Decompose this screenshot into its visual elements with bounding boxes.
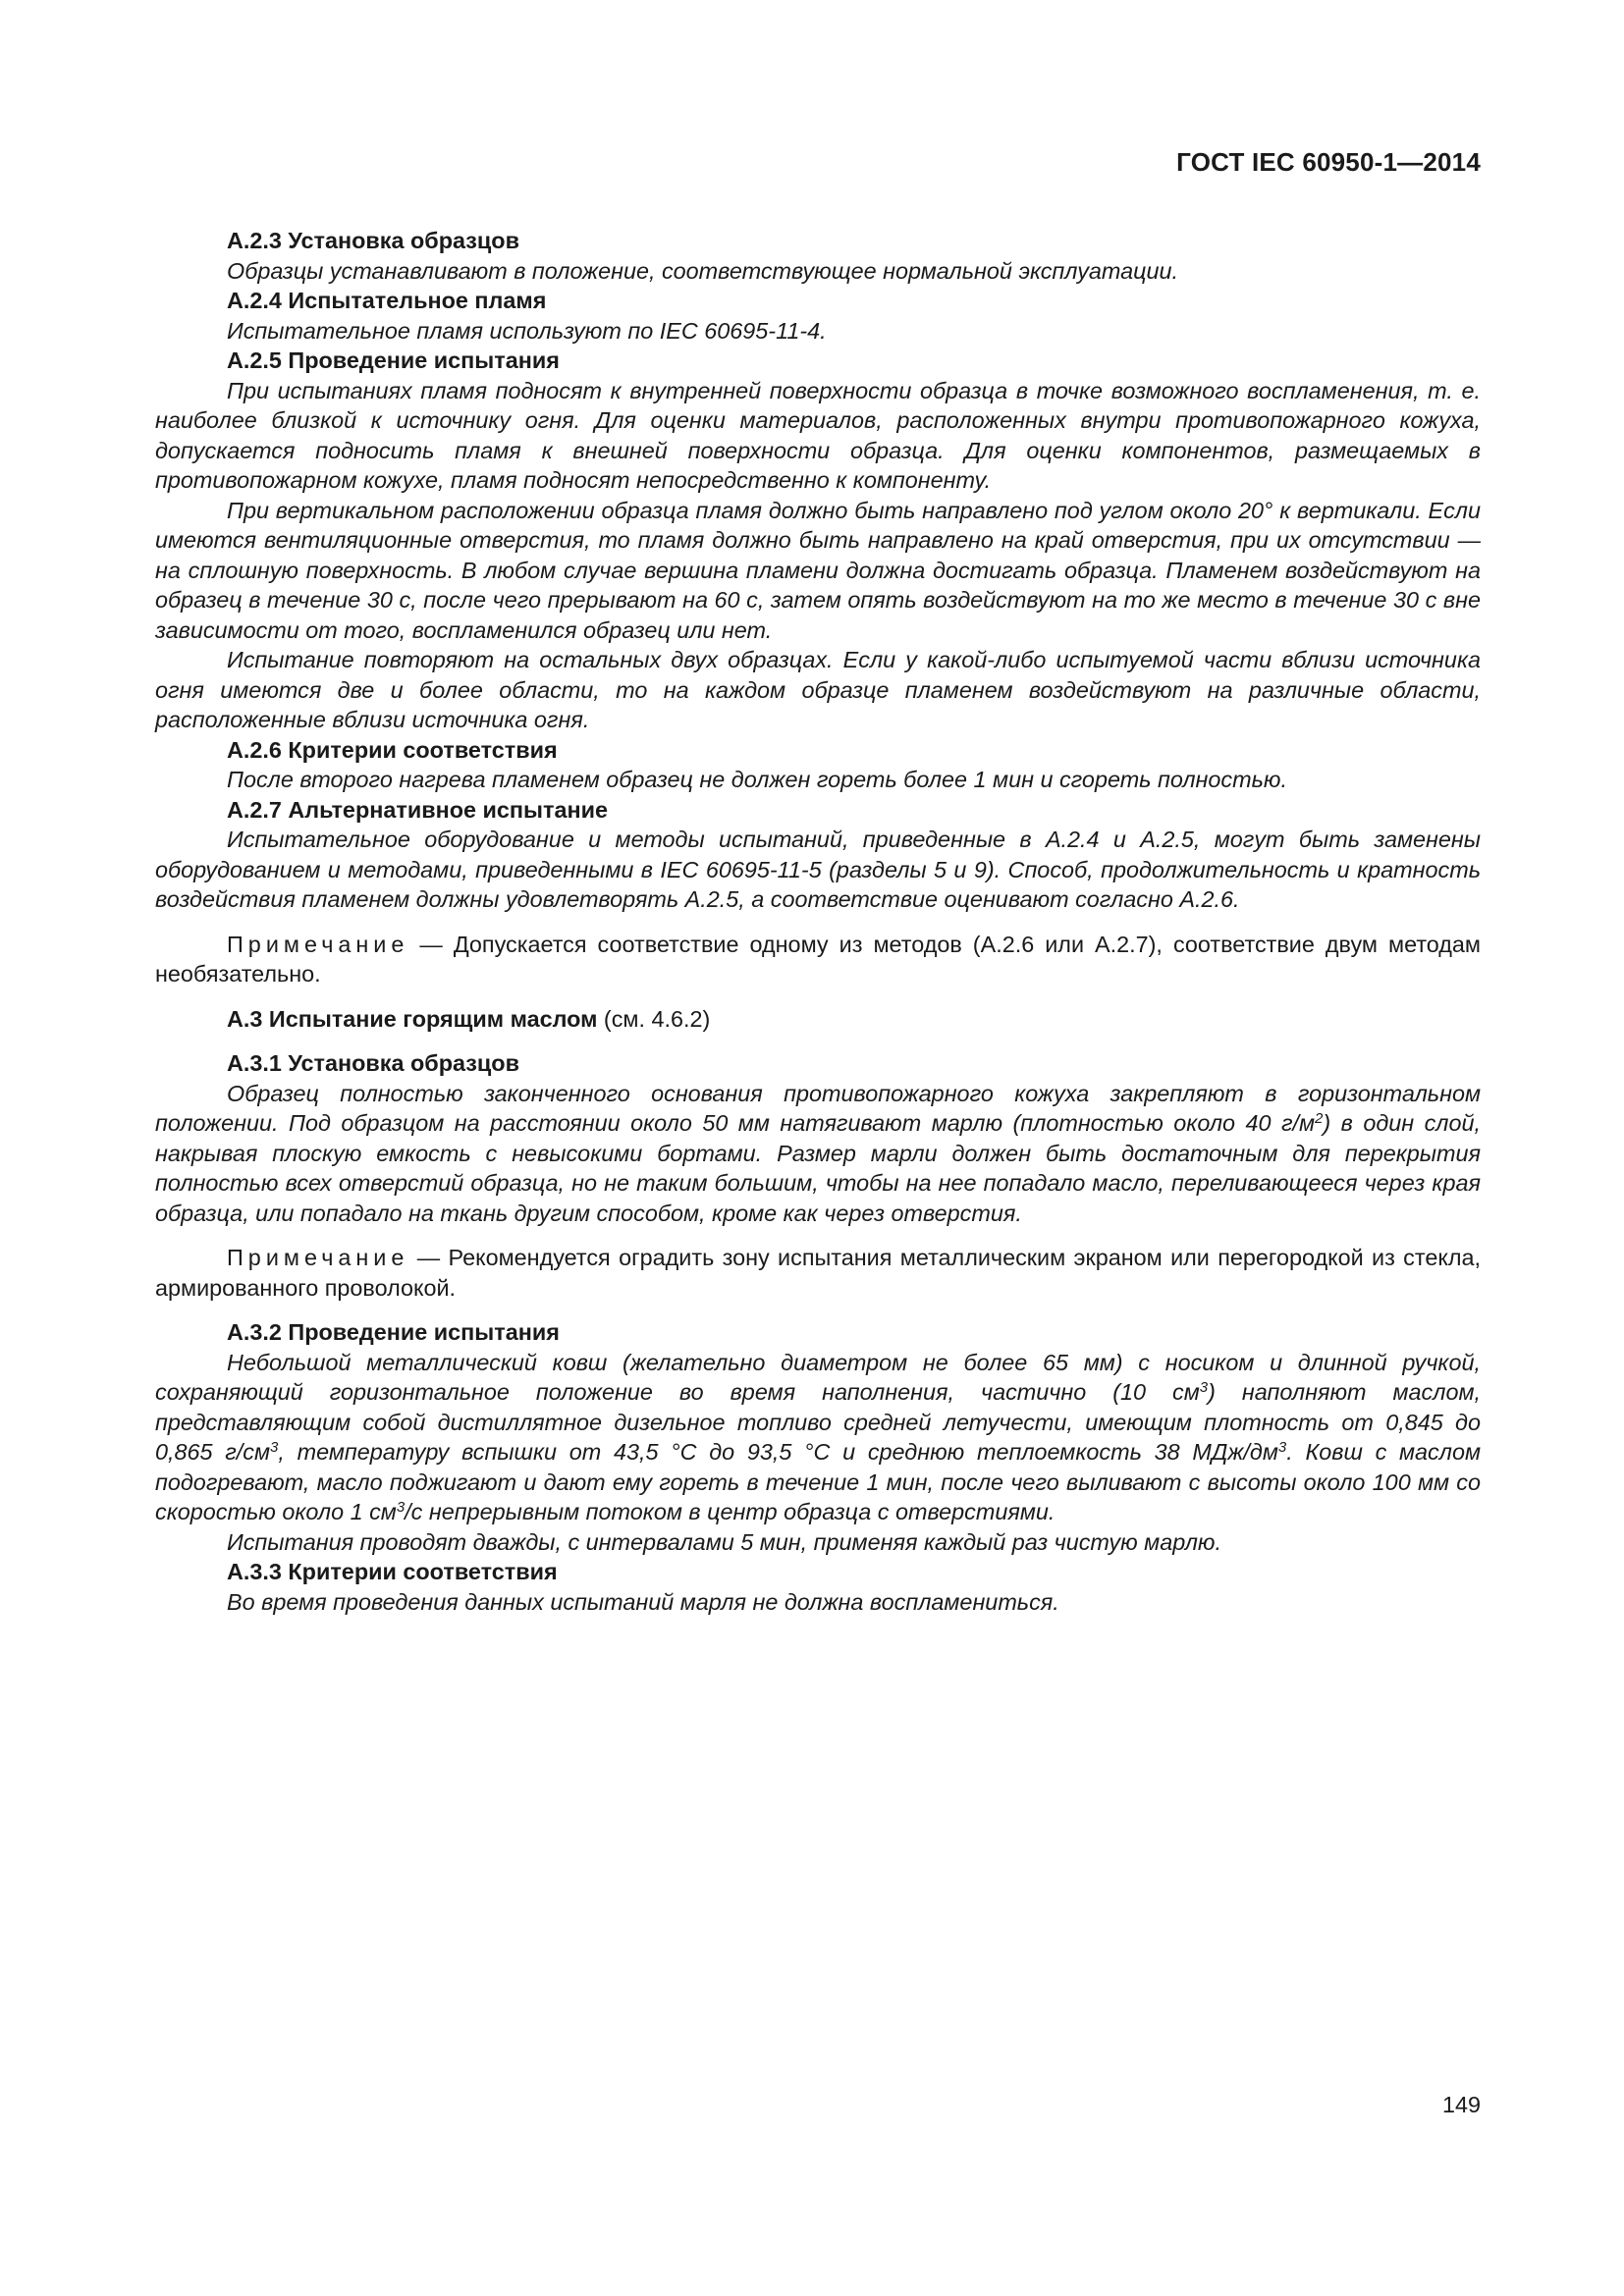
note-1 <box>155 930 1481 989</box>
document-code: ГОСТ IEC 60950-1—2014 <box>1176 147 1481 177</box>
paragraph-a25-1: При испытаниях пламя подносят к внутренней поверхности образца в точке возможного воспламенения, т. е. наиболее близкой к источнику огня. Для оценки материалов, расположенных внутри противопожарного кожуха, допускается подносить пламя к внешней поверхности образца. Для оценки компонентов, размещаемых в противопожарном кожухе, пламя подносят непосредственно к компоненту. <box>155 377 1481 493</box>
paragraph-a23: Образцы устанавливают в положение, соответствующее нормальной эксплуатации. <box>227 257 1179 284</box>
paragraph-a25-3: Испытание повторяют на остальных двух образцах. Если у какой-либо испытуемой части вблизи источника огня имеются две и более области, то на каждом образце пламенем воздействуют на различные области, расположенные вблизи источника огня. <box>155 647 1481 732</box>
section-heading-a3 <box>155 1004 1481 1035</box>
section-heading-a3-ref: (см. 4.6.2) <box>597 1005 711 1032</box>
section-heading-a32: А.3.2 Проведение испытания <box>227 1319 560 1345</box>
section-heading-a26: А.2.6 Критерии соответствия <box>227 736 558 763</box>
section-heading-a27: А.2.7 Альтернативное испытание <box>227 796 608 823</box>
note-text: — Допускается соответствие одному из методов (А.2.6 или А.2.7), соответствие двум методам необязательно. <box>155 931 1481 987</box>
section-heading-a25: А.2.5 Проведение испытания <box>227 347 560 373</box>
paragraph-a32-1 <box>155 1348 1481 1527</box>
paragraph-a32-2: Испытания проводят дважды, с интервалами 5 мин, применяя каждый раз чистую марлю. <box>227 1528 1222 1555</box>
page-number: 149 <box>1441 2092 1481 2117</box>
section-heading-a33: А.3.3 Критерии соответствия <box>227 1559 558 1584</box>
superscript: 3 <box>1277 1439 1287 1456</box>
paragraph-a31-part: Образец полностью законченного основания противопожарного кожуха закрепляют в горизонтальном положении. Под образцом на расстоянии около 50 мм натягивают марлю (плотностью около 40 г/м <box>155 1080 1481 1136</box>
superscript: 3 <box>1199 1379 1209 1396</box>
paragraph-a32-part: /с непрерывным потоком в центр образца с отверстиями. <box>405 1499 1056 1524</box>
paragraph-a24: Испытательное пламя используют по IEC 60695-11-4. <box>227 317 827 344</box>
paragraph-a26: После второго нагрева пламенем образец не должен гореть более 1 мин и сгореть полностью. <box>227 767 1287 792</box>
paragraph-a32-part: . Ковш с маслом подогревают, масло поджигают и дают ему гореть в течение 1 мин, после чего выливают с высоты около 100 мм со скоростью около 1 см <box>155 1439 1481 1524</box>
note-text: — Рекомендуется оградить зону испытания металлическим экраном или перегородкой из стекла, армированного проволокой. <box>155 1245 1481 1301</box>
section-heading-a24: А.2.4 Испытательное пламя <box>227 288 547 313</box>
paragraph-a32-part: Небольшой металлический ковш (желательно диаметром не более 65 мм) с носиком и длинной ручкой, сохраняющий горизонтальное положение во время наполнения, частично (10 см <box>155 1349 1481 1405</box>
superscript: 3 <box>396 1499 406 1516</box>
section-heading-a23: А.2.3 Установка образцов <box>227 228 519 253</box>
paragraph-a25-2: При вертикальном расположении образца пламя должно быть направлено под углом около 20° к вертикали. Если имеются вентиляционные отверстия, то пламя должно быть направлено на край отверстия, при их отсутствии — на сплошную поверхность. В любом случае вершина пламени должна достигать образца. Пламенем воздействуют на образец в течение 30 с, после чего прерывают на 60 с, затем опять воздействуют на то же место в течение 30 с вне зависимости от того, воспламенился образец или нет. <box>155 497 1481 643</box>
section-heading-a3-title: А.3 Испытание горящим маслом <box>227 1005 598 1032</box>
note-2 <box>155 1243 1481 1303</box>
superscript: 2 <box>1315 1110 1324 1127</box>
paragraph-a32-part: ) наполняют маслом, представляющим собой дистиллятное дизельное топливо средней летучести, имеющим плотность от 0,845 до 0,865 г/см <box>155 1379 1481 1465</box>
section-heading-a31: А.3.1 Установка образцов <box>227 1050 519 1076</box>
superscript: 3 <box>270 1439 279 1456</box>
paragraph-a33: Во время проведения данных испытаний марля не должна воспламениться. <box>227 1588 1059 1615</box>
paragraph-a27: Испытательное оборудование и методы испытаний, приведенные в А.2.4 и А.2.5, могут быть заменены оборудованием и методами, приведенными в IEC 60695-11-5 (разделы 5 и 9). Способ, продолжительность и кратность воздействия пламенем должны удовлетворять А.2.5, а соответствие оценивают согласно А.2.6. <box>155 827 1481 912</box>
paragraph-a31-part: ) в один слой, накрывая плоскую емкость с невысокими бортами. Размер марли должен быть достаточным для перекрытия полностью всех отверстий образца, но не таким большим, чтобы на нее попадало масло, переливающееся через края образца, или попадало на ткань другим способом, кроме как через отверстия. <box>155 1110 1482 1226</box>
note-label: Примечание <box>227 1245 409 1270</box>
paragraph-a31 <box>155 1079 1481 1229</box>
document-body <box>155 226 1481 1617</box>
note-label: Примечание <box>227 931 409 957</box>
paragraph-a32-part: , температуру вспышки от 43,5 °C до 93,5 °C и среднюю теплоемкость 38 МДж/дм <box>278 1439 1278 1465</box>
